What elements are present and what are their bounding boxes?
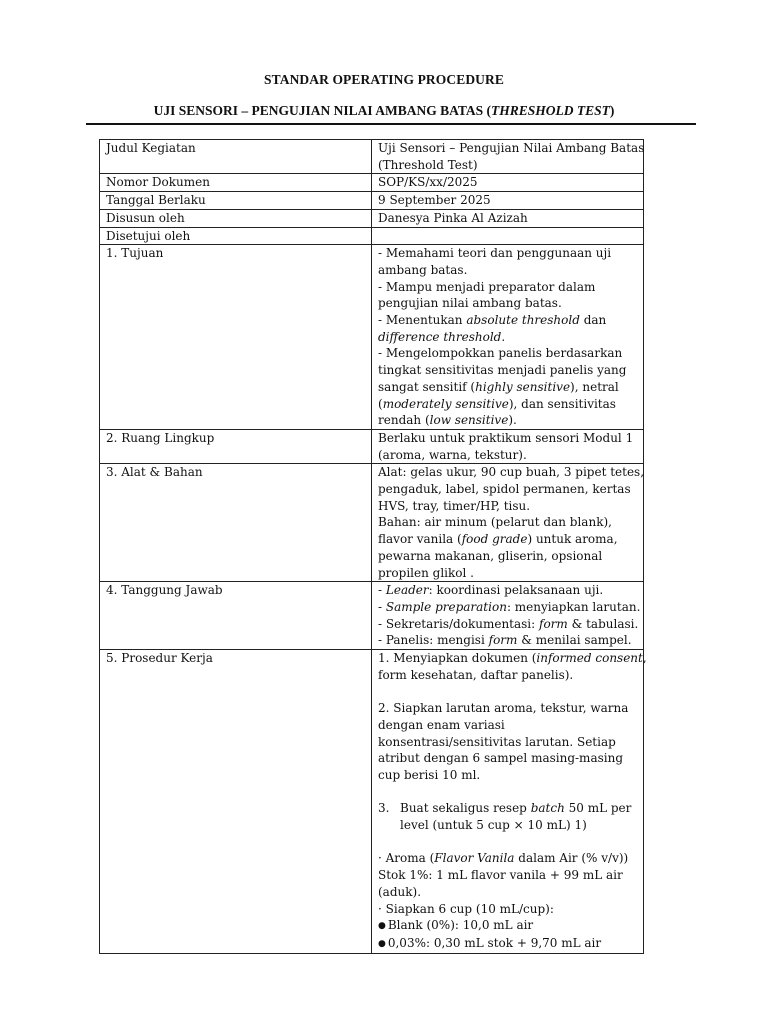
text-span: dan bbox=[579, 313, 607, 328]
judul-line-2: (Threshold Test) bbox=[378, 157, 478, 172]
text-line: Alat: gelas ukur, 90 cup buah, 3 pipet tetes, bbox=[378, 465, 645, 480]
text-span: - bbox=[378, 583, 386, 598]
italic-span: food grade bbox=[461, 532, 528, 547]
value-cell bbox=[372, 245, 644, 430]
table-row-nomor bbox=[100, 174, 644, 192]
text-line: Berlaku untuk praktikum sensori Modul 1 bbox=[378, 430, 634, 445]
value-cell: 9 September 2025 bbox=[372, 192, 644, 210]
italic-span: difference threshold bbox=[378, 329, 502, 344]
list-item bbox=[378, 917, 638, 935]
text-line bbox=[378, 800, 638, 817]
value-cell bbox=[372, 650, 647, 954]
text-span: - Sekretaris/dokumentasi: bbox=[378, 616, 539, 631]
table-row-tujuan bbox=[100, 245, 644, 430]
paragraph-gap bbox=[378, 834, 638, 851]
text-line: - Memahami teori dan penggunaan uji bbox=[378, 246, 612, 261]
text-span: Buat sekaligus resep bbox=[400, 801, 531, 816]
italic-span: low sensitive bbox=[429, 413, 509, 428]
text-span: rendah ( bbox=[378, 413, 430, 428]
italic-span: form bbox=[488, 633, 518, 648]
text-line: dengan enam variasi bbox=[378, 717, 505, 732]
document-title: STANDAR OPERATING PROCEDURE bbox=[264, 72, 504, 87]
table-row-alat-bahan bbox=[100, 464, 644, 582]
text-line bbox=[378, 379, 638, 396]
italic-span: informed consent bbox=[536, 651, 643, 666]
text-span: ), dan sensitivitas bbox=[508, 396, 616, 411]
text-span: flavor vanila ( bbox=[378, 532, 462, 547]
text-line bbox=[378, 312, 638, 329]
table-row-ruang-lingkup bbox=[100, 429, 644, 463]
text-span: & tabulasi. bbox=[567, 616, 639, 631]
text-line bbox=[378, 650, 647, 667]
text-line: konsentrasi/sensitivitas larutan. Setiap bbox=[378, 734, 616, 749]
sop-table bbox=[99, 139, 647, 954]
text-line: pewarna makanan, gliserin, opsional bbox=[378, 548, 603, 563]
text-span: 50 mL per bbox=[564, 801, 632, 816]
text-line: cup berisi 10 ml. bbox=[378, 768, 481, 782]
label-cell: Disusun oleh bbox=[100, 209, 372, 227]
text-line: tingkat sensitivitas menjadi panelis yang bbox=[378, 363, 627, 378]
text-span: - Menentukan bbox=[378, 313, 467, 328]
text-line: (aduk). bbox=[378, 884, 422, 899]
text-line bbox=[378, 396, 638, 413]
text-span: 0,03%: 0,30 mL stok + 9,70 mL air bbox=[387, 936, 602, 950]
text-line: (aroma, warna, tekstur). bbox=[378, 447, 527, 462]
label-cell: 2. Ruang Lingkup bbox=[100, 429, 372, 463]
text-span: : koordinasi pelaksanaan uji. bbox=[428, 583, 604, 598]
text-span: Blank (0%): 10,0 mL air bbox=[387, 918, 534, 933]
value-cell bbox=[372, 140, 644, 174]
text-line bbox=[378, 616, 638, 633]
text-span: ) untuk aroma, bbox=[527, 532, 618, 547]
text-line: level (untuk 5 cup × 10 mL) 1) bbox=[400, 818, 587, 833]
label-cell: 5. Prosedur Kerja bbox=[100, 650, 372, 954]
text-span: , bbox=[642, 651, 647, 666]
text-line: HVS, tray, timer/HP, tisu. bbox=[378, 498, 531, 513]
table-row-tanggung-jawab bbox=[100, 582, 644, 650]
text-line bbox=[378, 531, 638, 548]
list-number: 3. bbox=[378, 801, 390, 816]
label-cell: Tanggal Berlaku bbox=[100, 192, 372, 210]
label-cell: Nomor Dokumen bbox=[100, 174, 372, 192]
value-cell: SOP/KS/xx/2025 bbox=[372, 174, 644, 192]
italic-span: Leader bbox=[385, 583, 429, 598]
text-span: sangat sensitif ( bbox=[378, 379, 476, 394]
value-cell bbox=[372, 429, 644, 463]
text-line: atribut dengan 6 sampel masing-masing bbox=[378, 751, 623, 766]
italic-span: moderately sensitive bbox=[382, 396, 509, 411]
text-line: Bahan: air minum (pelarut dan blank), bbox=[378, 515, 612, 530]
text-line: - Mampu menjadi preparator dalam bbox=[378, 279, 596, 294]
text-span: dalam Air (% v/v)) bbox=[514, 851, 629, 866]
label-cell: 3. Alat & Bahan bbox=[100, 464, 372, 582]
text-line: form kesehatan, daftar panelis). bbox=[378, 667, 574, 682]
italic-span: Sample preparation bbox=[385, 599, 507, 614]
label-cell: 1. Tujuan bbox=[100, 245, 372, 430]
text-span: - Panelis: mengisi bbox=[378, 633, 489, 648]
table-row-tanggal bbox=[100, 192, 644, 210]
value-cell bbox=[372, 227, 644, 245]
table-row-disetujui bbox=[100, 227, 644, 245]
text-line: pengujian nilai ambang batas. bbox=[378, 296, 562, 311]
value-cell bbox=[372, 464, 644, 582]
text-span: · Aroma ( bbox=[378, 851, 435, 866]
italic-span: highly sensitive bbox=[475, 379, 571, 394]
text-span: . bbox=[501, 329, 506, 344]
judul-line-1: Uji Sensori – Pengujian Nilai Ambang Batas bbox=[378, 141, 645, 155]
text-span: : menyiapkan larutan. bbox=[506, 599, 641, 614]
text-line bbox=[378, 632, 638, 649]
table-row-judul bbox=[100, 140, 644, 174]
label-cell: Judul Kegiatan bbox=[100, 140, 372, 174]
list-item bbox=[378, 935, 638, 953]
text-span: ( bbox=[378, 396, 383, 411]
italic-span: Flavor Vanila bbox=[434, 851, 515, 866]
text-line bbox=[378, 599, 641, 616]
text-span: ), netral bbox=[570, 379, 619, 394]
value-cell bbox=[372, 582, 644, 650]
text-span: & menilai sampel. bbox=[517, 633, 632, 648]
text-span: ). bbox=[508, 413, 517, 428]
text-span: - bbox=[378, 599, 386, 614]
italic-span: batch bbox=[530, 801, 565, 816]
text-line: · Siapkan 6 cup (10 mL/cup): bbox=[378, 901, 554, 916]
subtitle-end: ) bbox=[609, 103, 615, 118]
text-line bbox=[378, 582, 638, 599]
value-cell: Danesya Pinka Al Azizah bbox=[372, 209, 644, 227]
subtitle-main: UJI SENSORI – PENGUJIAN NILAI AMBANG BATAS ( bbox=[153, 103, 492, 118]
table-row-disusun bbox=[100, 209, 644, 227]
text-line bbox=[378, 329, 638, 346]
text-span: 1. Menyiapkan dokumen ( bbox=[378, 651, 537, 666]
text-line: pengaduk, label, spidol permanen, kertas bbox=[378, 482, 631, 497]
label-cell: 4. Tanggung Jawab bbox=[100, 582, 372, 650]
document-subtitle bbox=[0, 103, 768, 119]
subtitle-italic: THRESHOLD TEST bbox=[491, 103, 610, 118]
text-line: 2. Siapkan larutan aroma, tekstur, warna bbox=[378, 701, 629, 716]
text-line: Stok 1%: 1 mL flavor vanila + 99 mL air bbox=[378, 868, 623, 883]
title-underline bbox=[86, 123, 696, 125]
table-row-prosedur bbox=[100, 650, 644, 954]
bullet-icon: ● bbox=[378, 939, 386, 949]
text-line: - Mengelompokkan panelis berdasarkan bbox=[378, 346, 623, 361]
paragraph-gap bbox=[378, 684, 638, 701]
text-line: ambang batas. bbox=[378, 262, 468, 277]
label-cell: Disetujui oleh bbox=[100, 227, 372, 245]
paragraph-gap bbox=[378, 784, 638, 801]
text-line bbox=[378, 412, 638, 429]
text-line bbox=[378, 850, 638, 867]
text-line: propilen glikol . bbox=[378, 565, 474, 580]
bullet-icon: ● bbox=[378, 921, 386, 932]
italic-span: form bbox=[539, 616, 568, 631]
italic-span: absolute threshold bbox=[466, 313, 580, 328]
